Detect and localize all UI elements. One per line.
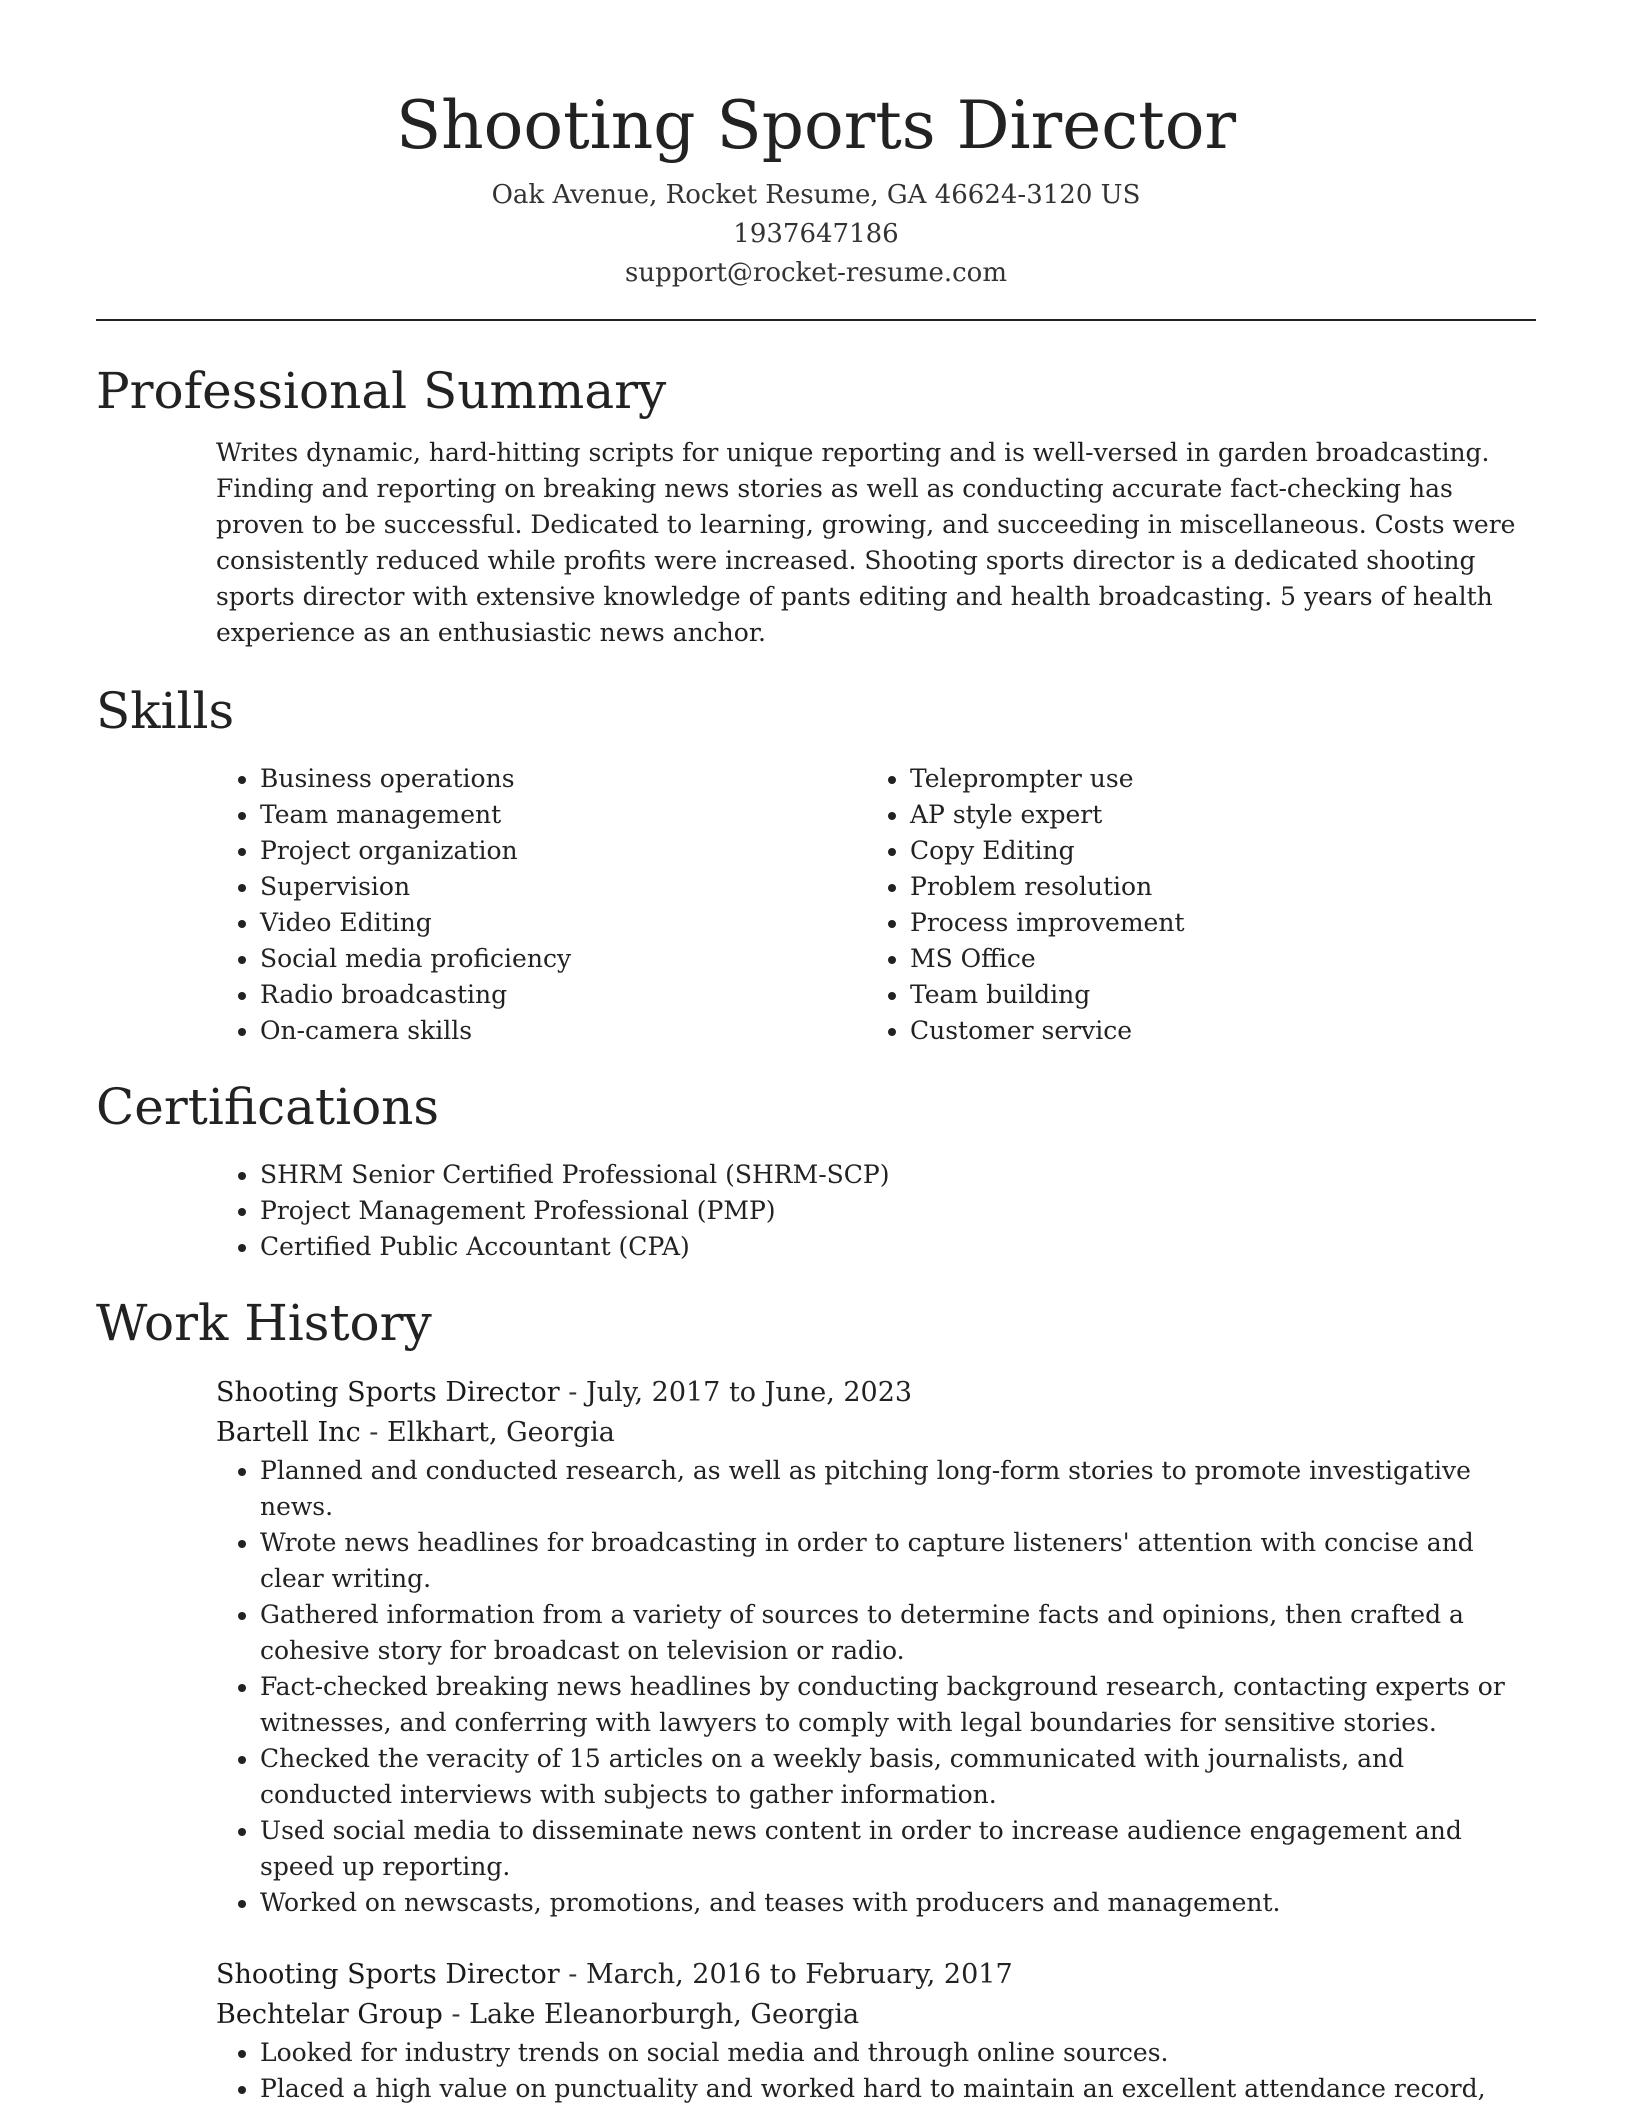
skill-item: • Problem resolution	[910, 869, 1516, 905]
resume-header	[0, 0, 1632, 293]
certification-item: • SHRM Senior Certified Professional (SHRM-SCP)	[260, 1157, 1536, 1193]
certifications-list	[216, 1157, 1536, 1265]
job-dates: March, 2016 to February, 2017	[585, 1959, 1013, 1990]
job-entry	[216, 1955, 1536, 2107]
summary-section	[96, 359, 1536, 651]
job-bullet: • Gathered information from a variety of sources to determine facts and opinions, then crafted a cohesive story for broadcast on television or radio.	[260, 1597, 1536, 1669]
job-dates: July, 2017 to June, 2023	[585, 1377, 913, 1408]
job-bullet: • Checked the veracity of 15 articles on a weekly basis, communicated with journalists, and conducted interviews with subjects to gather information.	[260, 1741, 1536, 1813]
candidate-name: Shooting Sports Director	[395, 87, 1237, 164]
job-bullet: • Worked on newscasts, promotions, and teases with producers and management.	[260, 1885, 1536, 1921]
email: support@rocket-resume.com	[624, 258, 1007, 288]
certification-item: • Project Management Professional (PMP)	[260, 1193, 1536, 1229]
contact-info	[0, 176, 1632, 293]
job-bullet: • Fact-checked breaking news headlines by conducting background research, contacting experts or witnesses, and conferring with lawyers to comply with legal boundaries for sensitive stories.	[260, 1669, 1536, 1741]
job-location: Lake Eleanorburgh, Georgia	[469, 1999, 860, 2030]
skills-column-left	[216, 761, 866, 1049]
skills-list-left	[216, 761, 866, 1049]
job-bullet-list	[216, 1453, 1536, 1921]
skill-item: • On-camera skills	[260, 1013, 866, 1049]
work-heading: Work History	[96, 1294, 432, 1352]
job-bullet: • Planned and conducted research, as well as pitching long-form stories to promote investigative news.	[260, 1453, 1536, 1525]
phone: 1937647186	[733, 219, 899, 249]
job-role: Shooting Sports Director	[216, 1377, 560, 1408]
skill-item: • Team management	[260, 797, 866, 833]
skill-item: • Social media proficiency	[260, 941, 866, 977]
job-role: Shooting Sports Director	[216, 1959, 560, 1990]
certification-item: • Certified Public Accountant (CPA)	[260, 1229, 1536, 1265]
certifications-heading: Certifications	[96, 1078, 440, 1136]
skill-item: • Video Editing	[260, 905, 866, 941]
skill-item: • Process improvement	[910, 905, 1516, 941]
work-history-list	[96, 1373, 1536, 2107]
skill-item: • MS Office	[910, 941, 1516, 977]
job-company-line	[216, 1413, 1536, 1453]
skills-list-right	[866, 761, 1516, 1049]
skill-item: • Business operations	[260, 761, 866, 797]
skill-item: • Teleprompter use	[910, 761, 1516, 797]
skill-item: • Team building	[910, 977, 1516, 1013]
job-location: Elkhart, Georgia	[387, 1417, 615, 1448]
job-company: Bechtelar Group	[216, 1999, 443, 2030]
certifications-list-wrap	[216, 1157, 1536, 1265]
skills-column-right	[866, 761, 1516, 1049]
summary-heading: Professional Summary	[96, 362, 667, 420]
skill-item: • Supervision	[260, 869, 866, 905]
job-title-line	[216, 1373, 1536, 1413]
skill-item: • Project organization	[260, 833, 866, 869]
separator: -	[442, 1999, 470, 2030]
work-section	[96, 1291, 1536, 2107]
skills-section	[96, 679, 1536, 1049]
job-company-line	[216, 1995, 1536, 2035]
summary-text: Writes dynamic, hard-hitting scripts for unique reporting and is well-versed in garden broadcasting. Finding and reporting on breaking news stories as well as conducting accurate fact-checking has proven to be successful. Dedicated to learning, growing, and succeeding in miscellaneous. Costs were consistently reduced while profits were increased. Shooting sports director is a dedicated shooting sports director with extensive knowledge of pants editing and health broadcasting. 5 years of health experience as an enthusiastic news anchor.	[216, 438, 1516, 647]
skills-heading: Skills	[96, 682, 235, 740]
job-bullet: • Wrote news headlines for broadcasting in order to capture listeners' attention with concise and clear writing.	[260, 1525, 1536, 1597]
skill-item: • AP style expert	[910, 797, 1516, 833]
job-bullet: • Placed a high value on punctuality and worked hard to maintain an excellent attendance record,	[260, 2071, 1536, 2107]
job-company: Bartell Inc	[216, 1417, 361, 1448]
job-title-line	[216, 1955, 1536, 1995]
job-entry	[216, 1373, 1536, 1921]
skills-grid	[216, 761, 1536, 1049]
skill-item: • Customer service	[910, 1013, 1516, 1049]
address: Oak Avenue, Rocket Resume, GA 46624-3120 US	[491, 180, 1141, 210]
separator: -	[559, 1377, 586, 1408]
certifications-section	[96, 1075, 1536, 1265]
skill-item: • Radio broadcasting	[260, 977, 866, 1013]
job-bullet: • Looked for industry trends on social media and through online sources.	[260, 2035, 1536, 2071]
separator: -	[559, 1959, 586, 1990]
header-divider	[96, 319, 1536, 321]
separator: -	[360, 1417, 387, 1448]
skill-item: • Copy Editing	[910, 833, 1516, 869]
job-bullet-list	[216, 2035, 1536, 2107]
job-bullet: • Used social media to disseminate news content in order to increase audience engagement and speed up reporting.	[260, 1813, 1536, 1885]
